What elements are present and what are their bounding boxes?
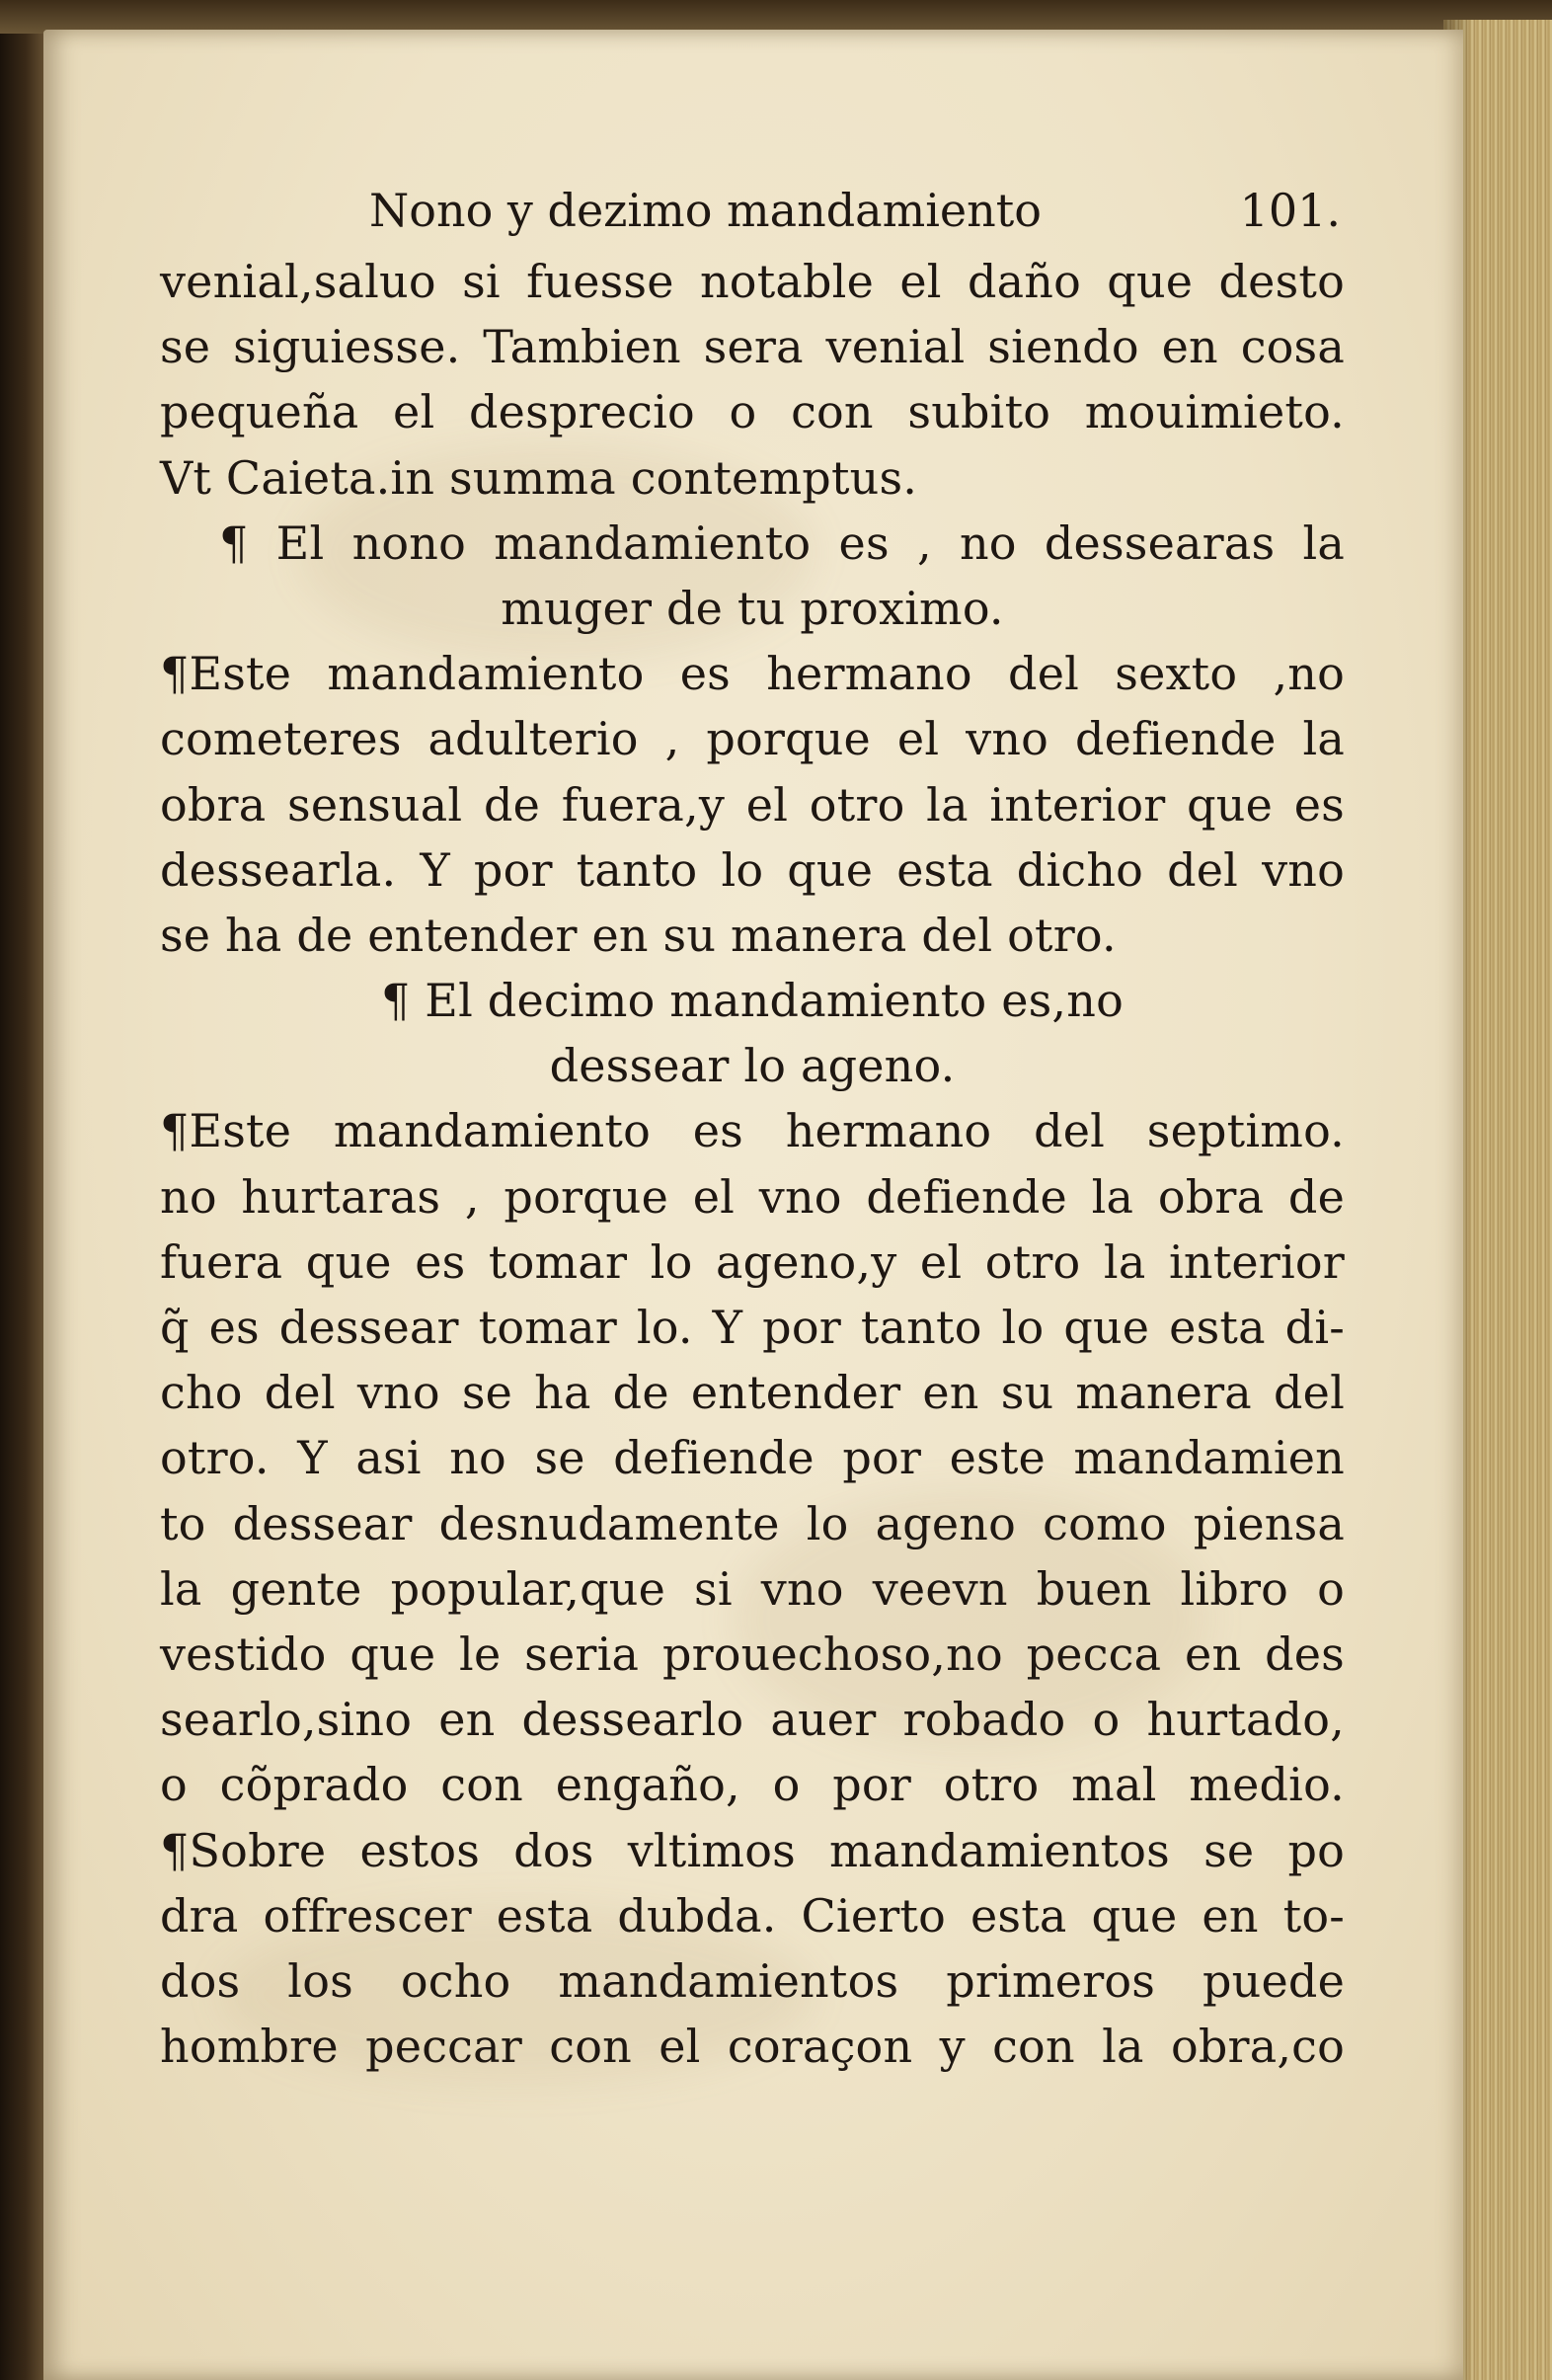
running-title: Nono y dezimo mandamiento [369,184,1042,237]
section-heading-line: dessear lo ageno. [549,1039,956,1093]
text-line: vestido que le seria prouechoso,no pecca en des [160,1626,1345,1681]
book-board-left [0,0,47,2380]
text-line: ¶Sobre estos dos vltimos mandamientos se po [160,1823,1345,1877]
text-line: o cõprado con engaño, o por otro mal medio. [160,1758,1345,1812]
text-block [160,178,1345,2079]
text-line: dos los ocho mandamientos primeros puede [160,1953,1345,2008]
text-line: fuera que es tomar lo ageno,y el otro la interior [160,1234,1345,1289]
text-line: se siguiesse. Tambien sera venial siendo en cosa [160,320,1345,374]
text-line: se ha de entender en su manera del otro. [160,908,1117,962]
text-line: ¶Este mandamiento es hermano del septimo. [160,1104,1345,1158]
section-heading-line: ¶ El decimo mandamiento es,no [381,974,1124,1028]
folio-number: 101. [1239,184,1341,237]
text-line: obra sensual de fuera,y el otro la interior que es [160,777,1345,832]
text-line: no hurtaras , porque el vno defiende la obra de [160,1169,1345,1224]
running-head [160,178,1345,249]
text-line: to dessear desnudamente lo ageno como piensa [160,1496,1345,1550]
text-line: venial,saluo si fuesse notable el daño que desto [160,255,1345,308]
text-line: ¶Este mandamiento es hermano del sexto ,no [160,647,1345,701]
text-line: Vt Caieta.in summa contemptus. [160,450,918,505]
text-line: q̃ es dessear tomar lo. Y por tanto lo que esta di- [160,1301,1345,1354]
printed-page [43,30,1463,2380]
text-line: dessearla. Y por tanto lo que esta dicho del vno [160,842,1345,897]
text-line: searlo,sino en dessearlo auer robado o hurtado, [160,1693,1345,1747]
text-line: hombre peccar con el coraçon y con la obra,co [160,2020,1345,2074]
text-line: la gente popular,que si vno veevn buen libro o [160,1561,1345,1616]
section-heading-line: ¶ El nono mandamiento es , no dessearas la [219,516,1345,570]
text-line: dra offrescer esta dubda. Cierto esta que en to- [160,1888,1345,1943]
text-line: cometeres adulterio , porque el vno defiende la [160,712,1345,766]
text-line: cho del vno se ha de entender en su manera del [160,1366,1345,1420]
text-line: otro. Y asi no se defiende por este mandamien [160,1431,1345,1485]
book-top-edge [0,0,1552,34]
section-heading-line: muger de tu proximo. [501,581,1004,635]
text-line: pequeña el desprecio o con subito mouimieto. [160,385,1345,439]
